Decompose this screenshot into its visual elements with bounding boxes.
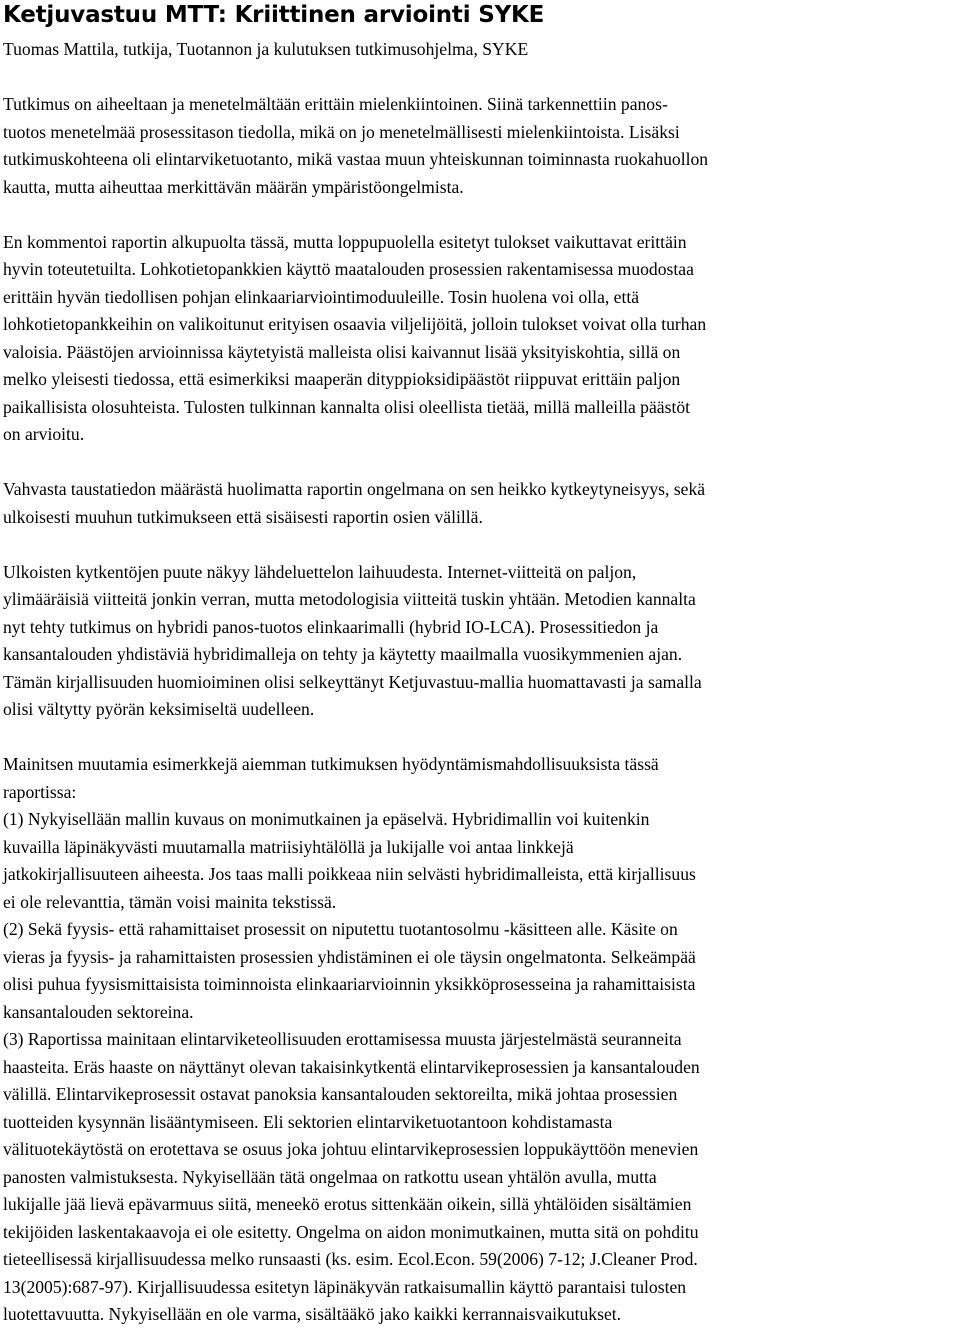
text-line: panosten valmistuksesta. Nykyisellään tätä ongelmaa on ratkottu usean yhtälön avulla, mutta bbox=[3, 1166, 657, 1187]
text-line: tieteellisessä kirjallisuudessa melko runsaasti (ks. esim. Ecol.Econ. 59(2006) 7-12; J.Cleaner Prod. bbox=[3, 1249, 698, 1269]
text-line: haasteita. Eräs haaste on näyttänyt olevan takaisinkytkentä elintarvikeprosessien ja kansantalouden bbox=[3, 1056, 700, 1077]
text-line: erittäin hyvän tiedollisen pohjan elinkaariarviointimoduuleille. Tosin huolena voi olla, että bbox=[3, 286, 640, 307]
text-line: lohkotietopankkeihin on valikoitunut erityisen osaavia viljelijöitä, jolloin tulokset voivat olla turhan bbox=[3, 314, 707, 334]
text-line: kansantalouden yhdistäviä hybridimalleja on tehty ja käytetty maailmalla vuosikymmenien ajan. bbox=[3, 644, 683, 664]
text-line: kautta, mutta aiheuttaa merkittävän määrän ympäristöongelmista. bbox=[3, 176, 464, 197]
paragraph-4 bbox=[3, 559, 955, 724]
text-line: Tämän kirjallisuuden huomioiminen olisi selkeyttänyt Ketjuvastuu-mallia huomattavasti ja samalla bbox=[3, 671, 702, 692]
paragraph-2 bbox=[3, 229, 955, 449]
text-line: luotettavuutta. Nykyisellään en ole varma, sisältääkö jako kaikki kerrannaisvaikutukset. bbox=[3, 1304, 622, 1324]
text-line: vieras ja fyysis- ja rahamittaisten prosessien yhdistäminen ei ole täysin ongelmatonta. Selkeämpää bbox=[3, 946, 696, 967]
text-line: jatkokirjallisuuteen aiheesta. Jos taas malli poikkeaa niin selvästi hybridimalleista, että kirjallisuus bbox=[3, 864, 696, 884]
text-line: välituotekäytöstä on erotettava se osuus joka johtuu elintarvikeprosessien loppukäyttöön menevien bbox=[3, 1139, 699, 1159]
paragraph-1 bbox=[3, 91, 955, 201]
text-line: tuotteiden kysynnän lisääntymiseen. Eli sektorien elintarviketuotantoon kohdistamasta bbox=[3, 1111, 613, 1132]
document-title: Ketjuvastuu MTT: Kriittinen arviointi SYKE bbox=[3, 2, 545, 28]
text-line: melko yleisesti tiedossa, että esimerkiksi maaperän dityppioksidipäästöt riippuvat erittäin paljon bbox=[3, 369, 681, 389]
text-line: (2) Sekä fyysis- että rahamittaiset prosessit on niputettu tuotantosolmu -käsitteen alle. Käsite on bbox=[3, 919, 678, 939]
text-line: (3) Raportissa mainitaan elintarviketeollisuuden erottamisessa muusta järjestelmästä seuranneita bbox=[3, 1029, 682, 1049]
text-line: Mainitsen muutamia esimerkkejä aiemman tutkimuksen hyödyntämismahdollisuuksista tässä bbox=[3, 754, 659, 774]
text-line: lukijalle jää lievä epävarmuus siitä, meneekö erotus sittenkään oikein, sillä yhtälöiden sisältämien bbox=[3, 1194, 692, 1214]
text-line: En kommentoi raportin alkupuolta tässä, mutta loppupuolella esitetyt tulokset vaikuttavat erittäin bbox=[3, 231, 687, 252]
text-line: kuvailla läpinäkyvästi muutamalla matriisiyhtälöllä ja lukijalle voi antaa linkkejä bbox=[3, 836, 574, 857]
text-line: (1) Nykyisellään mallin kuvaus on monimutkainen ja epäselvä. Hybridimallin voi kuitenkin bbox=[3, 809, 650, 829]
text-line: tuotos menetelmää prosessitason tiedolla, mikä on jo menetelmällisesti mielenkiintoista. Lisäksi bbox=[3, 121, 680, 142]
text-line: raportissa: bbox=[3, 781, 77, 802]
text-line: Vahvasta taustatiedon määrästä huolimatta raportin ongelmana on sen heikko kytkeytyneisyys, sekä bbox=[3, 479, 706, 499]
text-line: ulkoisesti muuhun tutkimukseen että sisäisesti raportin osien välillä. bbox=[3, 506, 483, 527]
text-line: on arvioitu. bbox=[3, 424, 85, 444]
text-line: valoisia. Päästöjen arvioinnissa käytetyistä malleista olisi kaivannut lisää yksityiskohtia, sillä on bbox=[3, 341, 681, 362]
text-line: ylimääräisiä viitteitä jonkin verran, mutta metodologisia viitteitä tuskin yhtään. Metodien kannalta bbox=[3, 589, 696, 609]
text-line: ei ole relevanttia, tämän voisi mainita tekstissä. bbox=[3, 891, 337, 912]
text-line: kansantalouden sektoreina. bbox=[3, 1001, 194, 1022]
text-line: olisi vältytty pyörän keksimiseltä uudelleen. bbox=[3, 699, 315, 719]
text-line: välillä. Elintarvikeprosessit ostavat panoksia kansantalouden sektoreilta, mikä johtaa prosessien bbox=[3, 1084, 678, 1104]
text-line: tutkimuskohteena oli elintarviketuotanto, mikä vastaa muun yhteiskunnan toiminnasta ruokahuollon bbox=[3, 149, 709, 169]
document-page bbox=[3, 0, 955, 1329]
text-line: tekijöiden laskentakaavoja ei ole esitetty. Ongelma on aidon monimutkainen, mutta sitä on pohditu bbox=[3, 1221, 699, 1242]
paragraph-5 bbox=[3, 751, 955, 1329]
author-line: Tuomas Mattila, tutkija, Tuotannon ja kulutuksen tutkimusohjelma, SYKE bbox=[3, 39, 529, 59]
text-line: olisi puhua fyysismittaisista toiminnoista elinkaariarvioinnin yksikköprosesseina ja rahamittaisista bbox=[3, 974, 696, 994]
text-line: paikallisista olosuhteista. Tulosten tulkinnan kannalta olisi oleellista tietää, millä malleilla päästöt bbox=[3, 396, 691, 417]
paragraph-3 bbox=[3, 476, 955, 531]
text-line: Ulkoisten kytkentöjen puute näkyy lähdeluettelon laihuudesta. Internet-viitteitä on paljon, bbox=[3, 561, 637, 582]
text-line: 13(2005):687-97). Kirjallisuudessa esitetyn läpinäkyvän ratkaisumallin käyttö parantaisi tulosten bbox=[3, 1276, 687, 1297]
text-line: nyt tehty tutkimus on hybridi panos-tuotos elinkaarimalli (hybrid IO-LCA). Prosessitiedon ja bbox=[3, 616, 659, 637]
text-line: hyvin toteutetuilta. Lohkotietopankkien käyttö maatalouden prosessien rakentamisessa muodostaa bbox=[3, 259, 694, 279]
text-line: Tutkimus on aiheeltaan ja menetelmältään erittäin mielenkiintoinen. Siinä tarkennettiin panos- bbox=[3, 94, 668, 114]
